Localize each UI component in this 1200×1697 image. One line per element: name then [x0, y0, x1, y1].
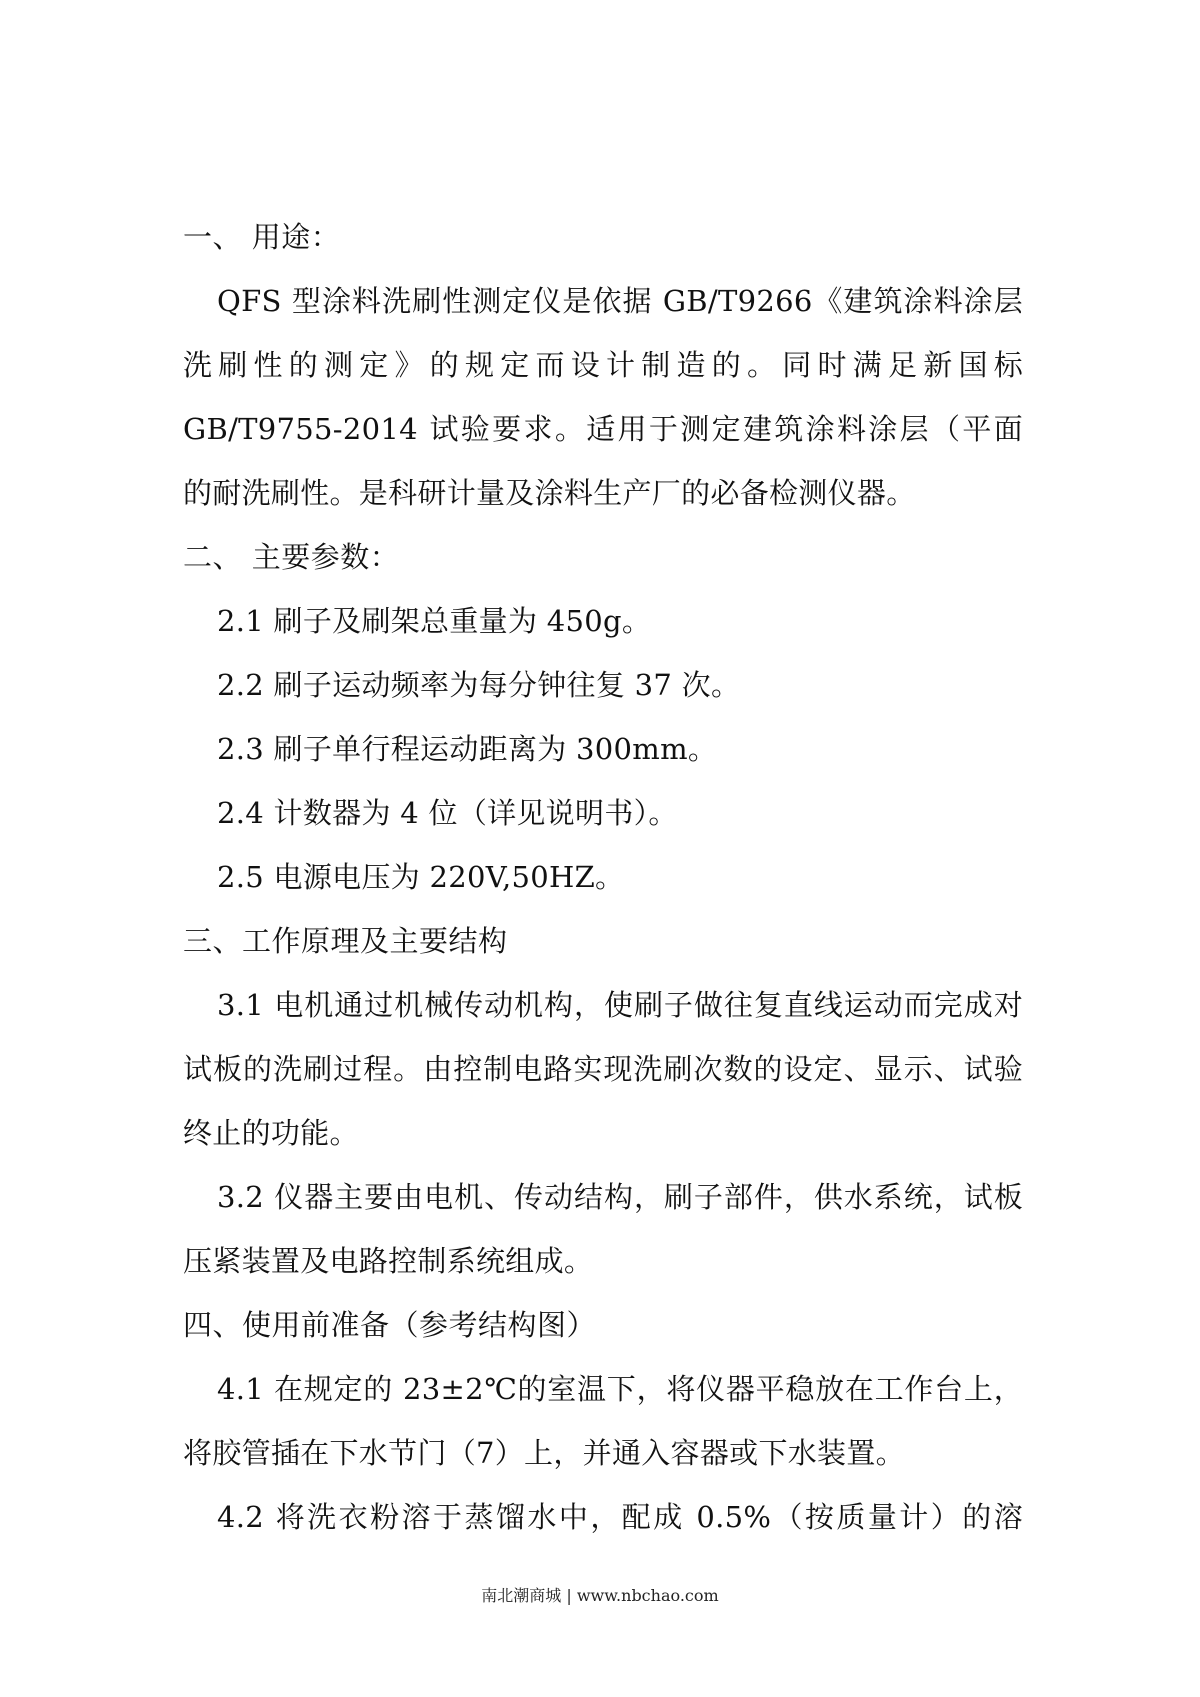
paragraph-line: 终止的功能。: [183, 1116, 359, 1150]
parameter-item: 2.3 刷子单行程运动距离为 300mm。: [217, 732, 718, 766]
paragraph-line: 4.2 将洗衣粉溶于蒸馏水中，配成 0.5%（按质量计）的溶: [217, 1500, 1023, 1534]
paragraph-line: 压紧装置及电路控制系统组成。: [183, 1244, 594, 1278]
document-body: [183, 205, 1023, 1549]
parameter-item: 2.1 刷子及刷架总重量为 450g。: [217, 604, 652, 638]
parameter-item: 2.4 计数器为 4 位（详见说明书）。: [217, 796, 678, 830]
paragraph-line: 将胶管插在下水节门（7）上，并通入容器或下水装置。: [183, 1436, 905, 1470]
paragraph-line: QFS 型涂料洗刷性测定仪是依据 GB/T9266《建筑涂料涂层: [217, 284, 1023, 318]
paragraph-line: 3.2 仪器主要由电机、传动结构，刷子部件，供水系统，试板: [217, 1180, 1023, 1214]
paragraph-line: 4.1 在规定的 23±2℃的室温下，将仪器平稳放在工作台上，: [217, 1372, 1023, 1406]
section-heading-purpose: 一、 用途：: [183, 220, 341, 254]
paragraph-line: 的耐洗刷性。是科研计量及涂料生产厂的必备检测仪器。: [183, 476, 916, 510]
page-footer: 南北潮商城 | www.nbchao.com: [481, 1586, 719, 1605]
paragraph-line: 洗刷性的测定》的规定而设计制造的。同时满足新国标: [183, 348, 1023, 382]
section-heading-principle: 三、工作原理及主要结构: [183, 924, 508, 958]
section-heading-parameters: 二、 主要参数：: [183, 540, 400, 574]
paragraph-line: 试板的洗刷过程。由控制电路实现洗刷次数的设定、显示、试验: [183, 1052, 1023, 1086]
section-heading-preparation: 四、使用前准备（参考结构图）: [183, 1308, 597, 1342]
paragraph-line: 3.1 电机通过机械传动机构，使刷子做往复直线运动而完成对: [217, 988, 1023, 1022]
parameter-item: 2.5 电源电压为 220V,50HZ。: [217, 860, 625, 894]
parameter-item: 2.2 刷子运动频率为每分钟往复 37 次。: [217, 668, 741, 702]
paragraph-line: GB/T9755-2014 试验要求。适用于测定建筑涂料涂层（平面: [183, 412, 1023, 446]
